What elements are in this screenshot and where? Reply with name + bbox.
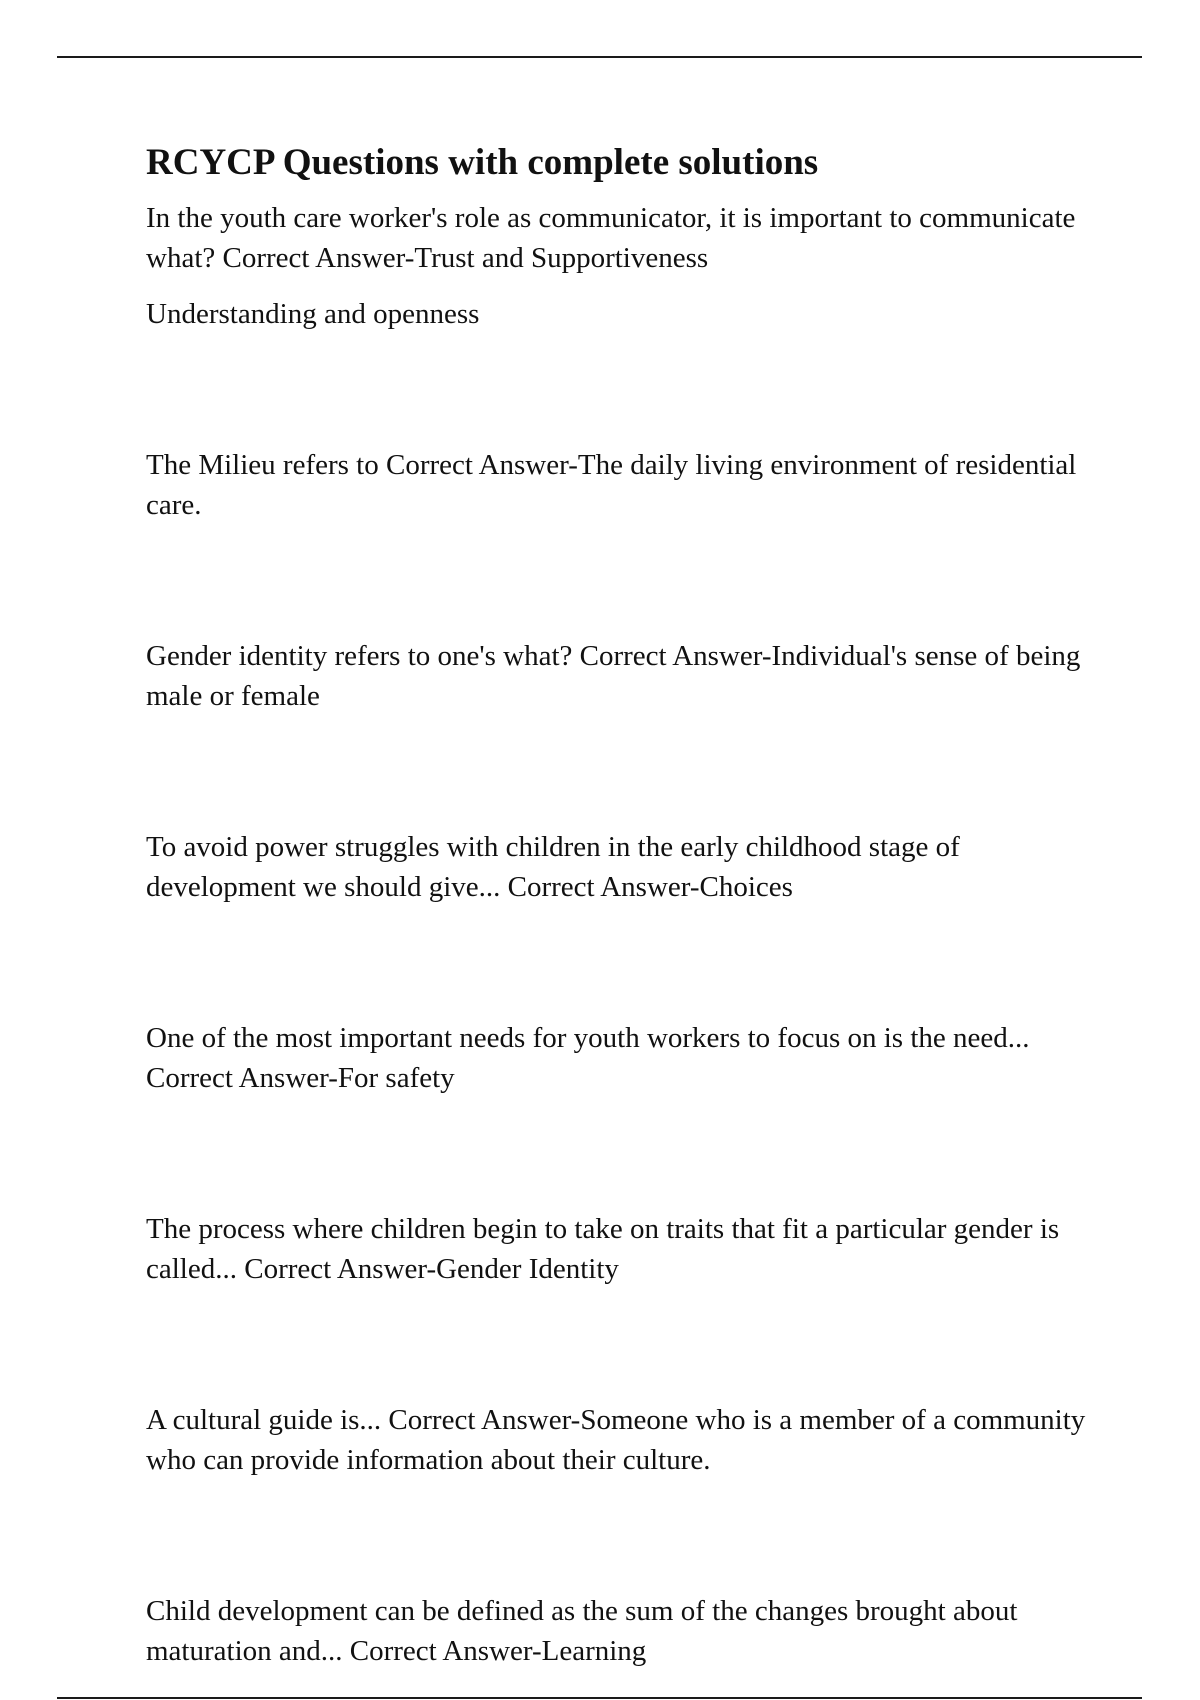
qa-item <box>146 1400 1096 1480</box>
qa-text: In the youth care worker's role as communicator, it is important to communicate what? Correct Answer-Trust and Supportiveness <box>146 202 1076 275</box>
document-body <box>146 140 1096 1671</box>
qa-item <box>146 1018 1096 1098</box>
header-rule <box>57 56 1142 58</box>
qa-item <box>146 636 1096 716</box>
qa-item <box>146 1209 1096 1289</box>
qa-text: Child development can be defined as the sum of the changes brought about maturation and... Correct Answer-Learning <box>146 1595 1018 1668</box>
qa-item <box>146 1591 1096 1671</box>
document-title: RCYCP Questions with complete solutions <box>146 142 819 183</box>
qa-item <box>146 198 1096 334</box>
qa-text: The process where children begin to take on traits that fit a particular gender is called... Correct Answer-Gender Identity <box>146 1213 1060 1286</box>
footer-rule <box>57 1697 1142 1699</box>
qa-text: Gender identity refers to one's what? Correct Answer-Individual's sense of being male or female <box>146 640 1081 713</box>
qa-extra-answer: Understanding and openness <box>146 298 480 331</box>
qa-item <box>146 827 1096 907</box>
qa-text: One of the most important needs for youth workers to focus on is the need... Correct Answer-For safety <box>146 1022 1030 1095</box>
qa-text: A cultural guide is... Correct Answer-Someone who is a member of a community who can provide information about their culture. <box>146 1404 1086 1477</box>
qa-text: The Milieu refers to Correct Answer-The daily living environment of residential care. <box>146 449 1077 522</box>
qa-item <box>146 445 1096 525</box>
qa-text: To avoid power struggles with children in the early childhood stage of development we should give... Correct Answer-Choices <box>146 831 960 904</box>
